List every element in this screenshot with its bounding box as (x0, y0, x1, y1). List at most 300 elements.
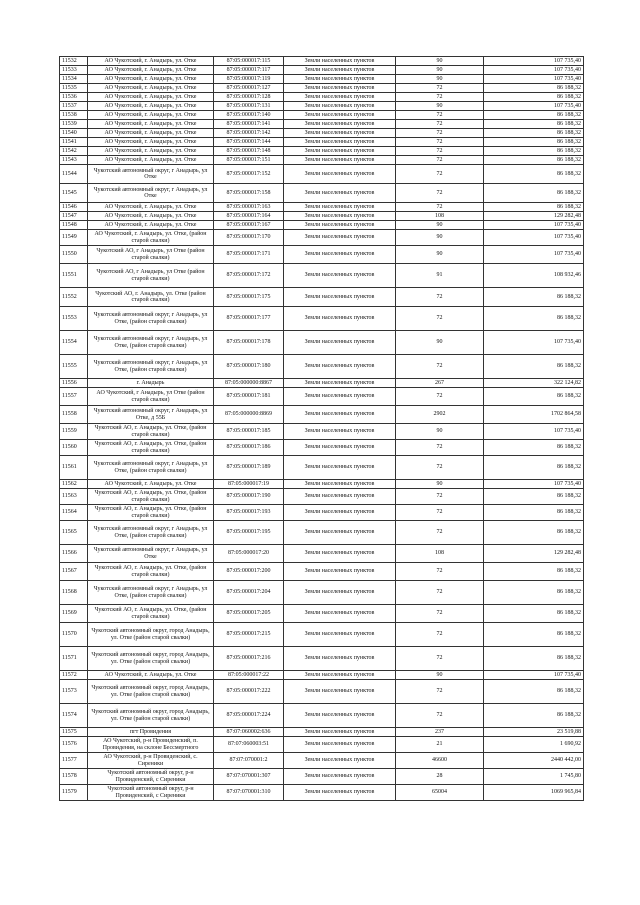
land-category-cell: Земли населенных пунктов (284, 753, 396, 769)
cadastral-value-cell: 107 735,40 (484, 246, 584, 264)
address-cell: Чукотский автономный округ, город Анадырь, ул. Отке (район старой свалки) (88, 704, 214, 728)
record-number: 11545 (60, 184, 88, 203)
table-row (60, 288, 584, 307)
address-cell: АО Чукотский, г. Анадырь, ул. Отке (88, 75, 214, 84)
record-number: 11573 (60, 680, 88, 704)
address-cell: АО Чукотский, г. Анадырь, ул. Отке (88, 111, 214, 120)
table-row (60, 480, 584, 489)
cadastral-number-cell: 87:05:000017:205 (214, 605, 284, 623)
cadastral-number-cell: 87:07:070001:310 (214, 785, 284, 801)
area-cell: 72 (396, 388, 484, 406)
cadastral-number-cell: 87:05:000017:127 (214, 84, 284, 93)
land-category-cell: Земли населенных пунктов (284, 785, 396, 801)
cadastral-number-cell: 87:05:000017:180 (214, 355, 284, 379)
land-category-cell: Земли населенных пунктов (284, 156, 396, 165)
cadastral-value-cell: 107 735,40 (484, 480, 584, 489)
land-category-cell: Земли населенных пунктов (284, 93, 396, 102)
cadastral-value-cell: 86 188,32 (484, 521, 584, 545)
record-number: 11570 (60, 623, 88, 647)
table-row (60, 66, 584, 75)
table-row (60, 737, 584, 753)
cadastral-number-cell: 87:05:000017:19 (214, 480, 284, 489)
cadastral-value-cell: 86 188,32 (484, 647, 584, 671)
land-category-cell: Земли населенных пунктов (284, 647, 396, 671)
area-cell: 72 (396, 440, 484, 456)
cadastral-value-cell: 86 188,32 (484, 623, 584, 647)
cadastral-value-cell: 1 745,80 (484, 769, 584, 785)
land-category-cell: Земли населенных пунктов (284, 111, 396, 120)
cadastral-value-cell: 2440 442,00 (484, 753, 584, 769)
address-cell: Чукотский АО, г. Анадырь, ул. Отке, (район старой свалки) (88, 605, 214, 623)
record-number: 11536 (60, 93, 88, 102)
area-cell: 72 (396, 93, 484, 102)
address-cell: АО Чукотский, г Анадырь, ул Отке (район старой свалки) (88, 388, 214, 406)
table-row (60, 57, 584, 66)
cadastral-value-cell: 107 735,40 (484, 66, 584, 75)
area-cell: 90 (396, 230, 484, 246)
address-cell: Чукотский автономный округ, г Анадырь, ул Отке, (район старой свалки) (88, 355, 214, 379)
area-cell: 72 (396, 147, 484, 156)
table-row (60, 264, 584, 288)
table-row (60, 102, 584, 111)
record-number: 11541 (60, 138, 88, 147)
cadastral-number-cell: 87:05:000017:175 (214, 288, 284, 307)
table-row (60, 753, 584, 769)
cadastral-number-cell: 87:05:000017:144 (214, 138, 284, 147)
cadastral-number-cell: 87:05:000017:222 (214, 680, 284, 704)
area-cell: 72 (396, 456, 484, 480)
land-category-cell: Земли населенных пунктов (284, 480, 396, 489)
record-number: 11565 (60, 521, 88, 545)
address-cell: АО Чукотский, г. Анадырь, ул. Отке (88, 203, 214, 212)
record-number: 11575 (60, 728, 88, 737)
address-cell: Чукотский автономный округ, р-н Провиденский, с Сиреники (88, 785, 214, 801)
land-category-cell: Земли населенных пунктов (284, 440, 396, 456)
cadastral-value-cell: 322 124,82 (484, 379, 584, 388)
cadastral-number-cell: 87:05:000017:189 (214, 456, 284, 480)
land-category-cell: Земли населенных пунктов (284, 129, 396, 138)
record-number: 11537 (60, 102, 88, 111)
table-row (60, 563, 584, 581)
cadastral-value-cell: 107 735,40 (484, 102, 584, 111)
address-cell: г. Анадырь (88, 379, 214, 388)
cadastral-number-cell: 87:05:000017:119 (214, 75, 284, 84)
cadastral-number-cell: 87:05:000017:128 (214, 93, 284, 102)
land-category-cell: Земли населенных пунктов (284, 212, 396, 221)
cadastral-number-cell: 87:07:060003:51 (214, 737, 284, 753)
table-row (60, 138, 584, 147)
cadastral-number-cell: 87:05:000017:131 (214, 102, 284, 111)
record-number: 11553 (60, 307, 88, 331)
cadastral-number-cell: 87:05:000017:216 (214, 647, 284, 671)
record-number: 11543 (60, 156, 88, 165)
area-cell: 72 (396, 521, 484, 545)
record-number: 11546 (60, 203, 88, 212)
record-number: 11542 (60, 147, 88, 156)
address-cell: Чукотский автономный округ, г Анадырь, ул Отке, д 55Б (88, 406, 214, 424)
cadastral-number-cell: 87:05:000017:163 (214, 203, 284, 212)
record-number: 11576 (60, 737, 88, 753)
address-cell: Чукотский АО, г Анадырь, ул Отке (район старой свалки) (88, 246, 214, 264)
cadastral-value-cell: 86 188,32 (484, 489, 584, 505)
address-cell: Чукотский автономный округ, г Анадырь, ул Отке (88, 184, 214, 203)
record-number: 11550 (60, 246, 88, 264)
table-row (60, 120, 584, 129)
cadastral-number-cell: 87:05:000017:181 (214, 388, 284, 406)
table-row (60, 623, 584, 647)
record-number: 11540 (60, 129, 88, 138)
cadastral-value-cell: 86 188,32 (484, 581, 584, 605)
cadastral-value-cell: 1069 965,84 (484, 785, 584, 801)
table-row (60, 581, 584, 605)
record-number: 11539 (60, 120, 88, 129)
record-number: 11563 (60, 489, 88, 505)
table-row (60, 147, 584, 156)
area-cell: 65004 (396, 785, 484, 801)
table-row (60, 424, 584, 440)
record-number: 11557 (60, 388, 88, 406)
address-cell: АО Чукотский, г. Анадырь, ул. Отке (88, 221, 214, 230)
table-row (60, 489, 584, 505)
cadastral-value-cell: 86 188,32 (484, 680, 584, 704)
address-cell: Чукотский АО, г. Анадырь, ул. Отке, (район старой свалки) (88, 489, 214, 505)
address-cell: Чукотский автономный округ, г Анадырь, ул Отке (88, 545, 214, 563)
record-number: 11544 (60, 165, 88, 184)
cadastral-number-cell: 87:05:000000:8867 (214, 379, 284, 388)
table-row (60, 406, 584, 424)
area-cell: 72 (396, 581, 484, 605)
cadastral-value-cell: 107 735,40 (484, 230, 584, 246)
record-number: 11548 (60, 221, 88, 230)
table-row (60, 456, 584, 480)
area-cell: 72 (396, 129, 484, 138)
address-cell: АО Чукотский, г. Анадырь, ул. Отке, (район старой свалки) (88, 230, 214, 246)
area-cell: 2902 (396, 406, 484, 424)
cadastral-value-cell: 86 188,32 (484, 184, 584, 203)
cadastral-number-cell: 87:05:000017:142 (214, 129, 284, 138)
area-cell: 90 (396, 480, 484, 489)
area-cell: 72 (396, 288, 484, 307)
address-cell: АО Чукотский, г. Анадырь, ул. Отке (88, 93, 214, 102)
table-row (60, 221, 584, 230)
land-category-cell: Земли населенных пунктов (284, 355, 396, 379)
record-number: 11574 (60, 704, 88, 728)
cadastral-value-cell: 107 735,40 (484, 424, 584, 440)
land-category-cell: Земли населенных пунктов (284, 75, 396, 84)
cadastral-number-cell: 87:05:000017:177 (214, 307, 284, 331)
address-cell: АО Чукотский, г. Анадырь, ул. Отке (88, 480, 214, 489)
cadastral-number-cell: 87:05:000017:148 (214, 147, 284, 156)
land-category-cell: Земли населенных пунктов (284, 737, 396, 753)
address-cell: Чукотский АО, г Анадырь, ул Отке (район старой свалки) (88, 264, 214, 288)
area-cell: 90 (396, 221, 484, 230)
area-cell: 267 (396, 379, 484, 388)
address-cell: АО Чукотский, г. Анадырь, ул. Отке (88, 102, 214, 111)
area-cell: 72 (396, 203, 484, 212)
land-category-cell: Земли населенных пунктов (284, 623, 396, 647)
cadastral-number-cell: 87:05:000017:158 (214, 184, 284, 203)
table-row (60, 647, 584, 671)
table-row (60, 505, 584, 521)
cadastral-number-cell: 87:05:000017:164 (214, 212, 284, 221)
land-category-cell: Земли населенных пунктов (284, 246, 396, 264)
record-number: 11552 (60, 288, 88, 307)
table-row (60, 84, 584, 93)
land-category-cell: Земли населенных пунктов (284, 84, 396, 93)
record-number: 11578 (60, 769, 88, 785)
address-cell: АО Чукотский, р-н Провиденский, с. Сиреники (88, 753, 214, 769)
land-category-cell: Земли населенных пунктов (284, 379, 396, 388)
land-category-cell: Земли населенных пунктов (284, 581, 396, 605)
area-cell: 72 (396, 680, 484, 704)
address-cell: Чукотский автономный округ, город Анадырь, ул. Отке (район старой свалки) (88, 647, 214, 671)
address-cell: АО Чукотский, г. Анадырь, ул. Отке (88, 129, 214, 138)
address-cell: АО Чукотский, г. Анадырь, ул. Отке (88, 57, 214, 66)
area-cell: 237 (396, 728, 484, 737)
area-cell: 46600 (396, 753, 484, 769)
cadastral-value-cell: 86 188,32 (484, 605, 584, 623)
record-number: 11559 (60, 424, 88, 440)
cadastral-value-cell: 86 188,32 (484, 203, 584, 212)
cadastral-number-cell: 87:05:000017:167 (214, 221, 284, 230)
table-row (60, 129, 584, 138)
table-row (60, 785, 584, 801)
area-cell: 90 (396, 246, 484, 264)
address-cell: Чукотский автономный округ, город Анадырь, ул. Отке (район старой свалки) (88, 623, 214, 647)
cadastral-number-cell: 87:05:000017:171 (214, 246, 284, 264)
table-row (60, 704, 584, 728)
table-row (60, 545, 584, 563)
land-category-cell: Земли населенных пунктов (284, 331, 396, 355)
record-number: 11558 (60, 406, 88, 424)
land-category-cell: Земли населенных пунктов (284, 456, 396, 480)
address-cell: Чукотский автономный округ, город Анадырь, ул. Отке (район старой свалки) (88, 680, 214, 704)
cadastral-value-cell: 107 735,40 (484, 57, 584, 66)
record-number: 11577 (60, 753, 88, 769)
record-number: 11538 (60, 111, 88, 120)
land-category-cell: Земли населенных пунктов (284, 489, 396, 505)
land-category-cell: Земли населенных пунктов (284, 57, 396, 66)
area-cell: 21 (396, 737, 484, 753)
land-category-cell: Земли населенных пунктов (284, 138, 396, 147)
record-number: 11547 (60, 212, 88, 221)
cadastral-number-cell: 87:05:000017:215 (214, 623, 284, 647)
cadastral-number-cell: 87:07:070001:307 (214, 769, 284, 785)
cadastral-value-cell: 86 188,32 (484, 93, 584, 102)
record-number: 11571 (60, 647, 88, 671)
land-category-cell: Земли населенных пунктов (284, 66, 396, 75)
address-cell: Чукотский автономный округ, г Анадырь, ул Отке, (район старой свалки) (88, 581, 214, 605)
land-category-cell: Земли населенных пунктов (284, 288, 396, 307)
area-cell: 72 (396, 138, 484, 147)
area-cell: 90 (396, 671, 484, 680)
cadastral-value-cell: 108 932,46 (484, 264, 584, 288)
address-cell: АО Чукотский, г. Анадырь, ул. Отке (88, 84, 214, 93)
cadastral-number-cell: 87:05:000017:172 (214, 264, 284, 288)
address-cell: Чукотский автономный округ, р-н Провиденский, с Сиреники (88, 769, 214, 785)
area-cell: 91 (396, 264, 484, 288)
record-number: 11568 (60, 581, 88, 605)
table-row (60, 307, 584, 331)
table-row (60, 605, 584, 623)
area-cell: 90 (396, 57, 484, 66)
record-number: 11534 (60, 75, 88, 84)
table-row (60, 331, 584, 355)
area-cell: 108 (396, 545, 484, 563)
cadastral-number-cell: 87:05:000017:178 (214, 331, 284, 355)
cadastral-number-cell: 87:05:000017:22 (214, 671, 284, 680)
area-cell: 72 (396, 623, 484, 647)
cadastral-value-cell: 129 282,48 (484, 545, 584, 563)
table-row (60, 680, 584, 704)
cadastral-value-cell: 86 188,32 (484, 111, 584, 120)
area-cell: 72 (396, 505, 484, 521)
table-row (60, 212, 584, 221)
land-category-cell: Земли населенных пунктов (284, 704, 396, 728)
address-cell: АО Чукотский, г. Анадырь, ул. Отке (88, 66, 214, 75)
cadastral-value-cell: 107 735,40 (484, 671, 584, 680)
table-row (60, 230, 584, 246)
area-cell: 90 (396, 102, 484, 111)
area-cell: 72 (396, 184, 484, 203)
land-category-cell: Земли населенных пунктов (284, 671, 396, 680)
land-category-cell: Земли населенных пунктов (284, 769, 396, 785)
cadastral-value-cell: 23 519,88 (484, 728, 584, 737)
cadastral-number-cell: 87:05:000017:224 (214, 704, 284, 728)
area-cell: 72 (396, 704, 484, 728)
cadastral-number-cell: 87:05:000017:151 (214, 156, 284, 165)
table-row (60, 246, 584, 264)
record-number: 11551 (60, 264, 88, 288)
address-cell: АО Чукотский, г. Анадырь, ул. Отке (88, 671, 214, 680)
area-cell: 72 (396, 165, 484, 184)
record-number: 11532 (60, 57, 88, 66)
area-cell: 108 (396, 212, 484, 221)
area-cell: 72 (396, 563, 484, 581)
land-category-cell: Земли населенных пунктов (284, 505, 396, 521)
record-number: 11555 (60, 355, 88, 379)
record-number: 11561 (60, 456, 88, 480)
land-category-cell: Земли населенных пунктов (284, 307, 396, 331)
cadastral-value-cell: 86 188,32 (484, 563, 584, 581)
cadastral-number-cell: 87:05:000017:117 (214, 66, 284, 75)
cadastral-number-cell: 87:05:000017:152 (214, 165, 284, 184)
cadastral-value-cell: 86 188,32 (484, 355, 584, 379)
land-category-cell: Земли населенных пунктов (284, 424, 396, 440)
land-category-cell: Земли населенных пунктов (284, 203, 396, 212)
land-category-cell: Земли населенных пунктов (284, 521, 396, 545)
address-cell: АО Чукотский, р-н Провиденский, п. Провидения, на склоне Бессмертного (88, 737, 214, 753)
area-cell: 72 (396, 307, 484, 331)
table-row (60, 728, 584, 737)
cadastral-number-cell: 87:05:000017:115 (214, 57, 284, 66)
cadastral-value-cell: 86 188,32 (484, 456, 584, 480)
table-row (60, 440, 584, 456)
record-number: 11554 (60, 331, 88, 355)
land-category-cell: Земли населенных пунктов (284, 388, 396, 406)
land-category-cell: Земли населенных пунктов (284, 563, 396, 581)
land-category-cell: Земли населенных пунктов (284, 184, 396, 203)
land-category-cell: Земли населенных пунктов (284, 680, 396, 704)
table-row (60, 111, 584, 120)
cadastral-number-cell: 87:05:000017:185 (214, 424, 284, 440)
record-number: 11569 (60, 605, 88, 623)
cadastral-number-cell: 87:05:000017:186 (214, 440, 284, 456)
record-number: 11535 (60, 84, 88, 93)
cadastral-number-cell: 87:05:000017:140 (214, 111, 284, 120)
table-row (60, 203, 584, 212)
record-number: 11562 (60, 480, 88, 489)
address-cell: пгт Провидения (88, 728, 214, 737)
address-cell: Чукотский автономный округ, г Анадырь, ул Отке, (район старой свалки) (88, 456, 214, 480)
table-row (60, 769, 584, 785)
cadastral-value-cell: 86 188,32 (484, 704, 584, 728)
area-cell: 72 (396, 355, 484, 379)
address-cell: АО Чукотский, г. Анадырь, ул. Отке (88, 147, 214, 156)
cadastral-number-cell: 87:05:000017:200 (214, 563, 284, 581)
area-cell: 72 (396, 647, 484, 671)
cadastral-value-cell: 129 282,48 (484, 212, 584, 221)
record-number: 11549 (60, 230, 88, 246)
cadastral-number-cell: 87:05:000017:204 (214, 581, 284, 605)
cadastral-number-cell: 87:05:000017:190 (214, 489, 284, 505)
cadastral-number-cell: 87:05:000017:195 (214, 521, 284, 545)
land-category-cell: Земли населенных пунктов (284, 406, 396, 424)
cadastral-value-cell: 1 690,92 (484, 737, 584, 753)
table-row (60, 521, 584, 545)
cadastral-value-cell: 86 188,32 (484, 388, 584, 406)
record-number: 11566 (60, 545, 88, 563)
cadastral-value-cell: 86 188,32 (484, 440, 584, 456)
land-category-cell: Земли населенных пунктов (284, 230, 396, 246)
address-cell: Чукотский АО, г. Анадырь, ул. Отке, (район старой свалки) (88, 505, 214, 521)
table-row (60, 93, 584, 102)
address-cell: Чукотский АО, г. Анадырь, ул. Отке (район старой свалки) (88, 288, 214, 307)
table-row (60, 75, 584, 84)
cadastral-value-cell: 86 188,32 (484, 505, 584, 521)
area-cell: 28 (396, 769, 484, 785)
area-cell: 72 (396, 489, 484, 505)
area-cell: 72 (396, 156, 484, 165)
address-cell: АО Чукотский, г. Анадырь, ул. Отке (88, 120, 214, 129)
land-category-cell: Земли населенных пунктов (284, 264, 396, 288)
registry-body (60, 57, 584, 801)
area-cell: 72 (396, 605, 484, 623)
address-cell: Чукотский автономный округ, г Анадырь, ул Отке, (район старой свалки) (88, 307, 214, 331)
cadastral-value-cell: 86 188,32 (484, 165, 584, 184)
cadastral-number-cell: 87:05:000017:193 (214, 505, 284, 521)
cadastral-number-cell: 87:05:000000:8869 (214, 406, 284, 424)
table-row (60, 355, 584, 379)
cadastral-value-cell: 107 735,40 (484, 331, 584, 355)
area-cell: 90 (396, 75, 484, 84)
cadastral-number-cell: 87:05:000017:20 (214, 545, 284, 563)
address-cell: Чукотский автономный округ, г Анадырь, ул Отке, (район старой свалки) (88, 331, 214, 355)
area-cell: 90 (396, 66, 484, 75)
land-category-cell: Земли населенных пунктов (284, 728, 396, 737)
cadastral-value-cell: 86 188,32 (484, 138, 584, 147)
land-registry-table (59, 56, 584, 801)
cadastral-value-cell: 86 188,32 (484, 156, 584, 165)
land-category-cell: Земли населенных пунктов (284, 165, 396, 184)
record-number: 11572 (60, 671, 88, 680)
land-category-cell: Земли населенных пунктов (284, 102, 396, 111)
cadastral-value-cell: 86 188,32 (484, 307, 584, 331)
cadastral-value-cell: 86 188,32 (484, 84, 584, 93)
table-row (60, 156, 584, 165)
land-category-cell: Земли населенных пунктов (284, 605, 396, 623)
cadastral-number-cell: 87:07:070001:2 (214, 753, 284, 769)
